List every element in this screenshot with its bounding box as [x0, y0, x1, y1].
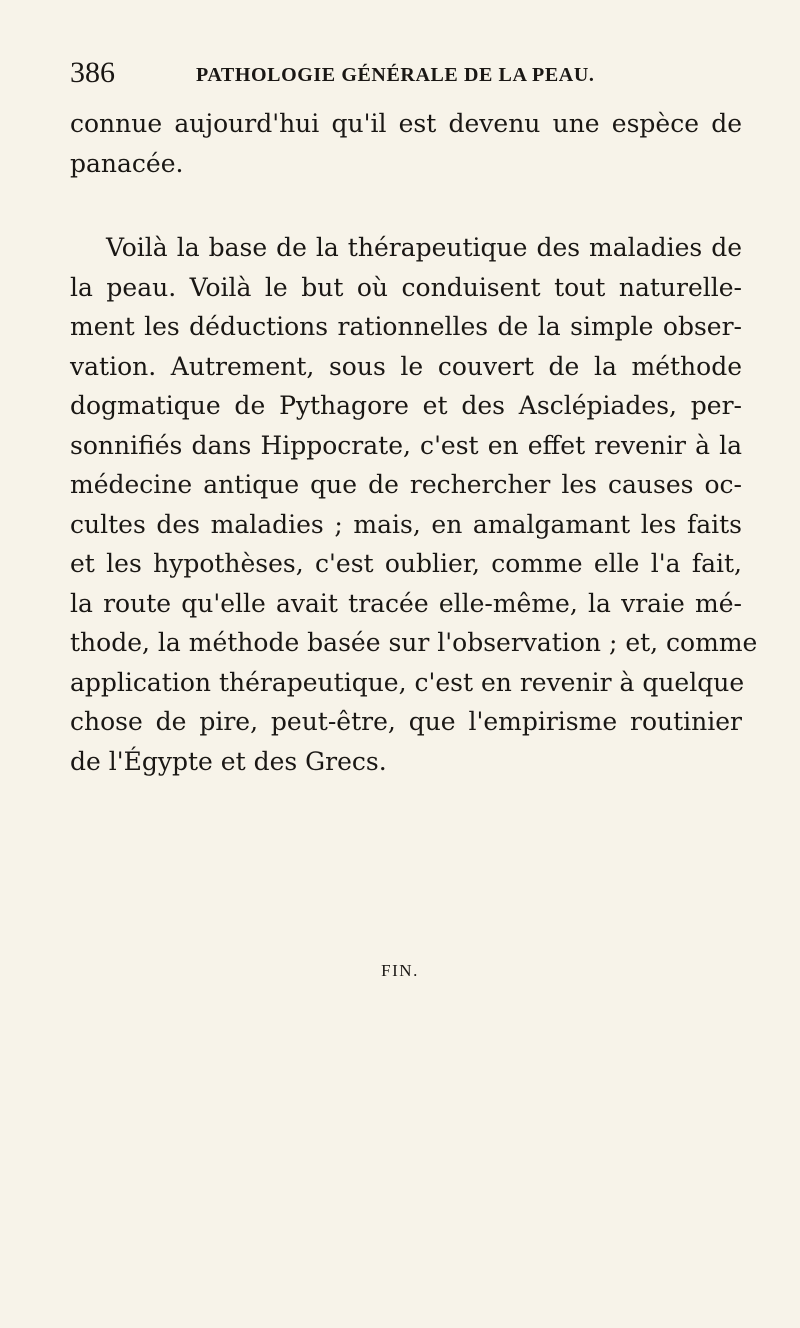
text-line: dogmatique de Pythagore et des Asclépiades, per-	[70, 391, 742, 420]
text-line: vation. Autrement, sous le couvert de la méthode	[70, 351, 742, 381]
running-title: PATHOLOGIE GÉNÉRALE DE LA PEAU.	[196, 64, 595, 86]
text-line: la peau. Voilà le but où conduisent tout naturelle-	[70, 272, 742, 302]
text-line: cultes des maladies ; mais, en amalgamant les faits	[70, 509, 742, 539]
text-line: panacée.	[70, 148, 184, 178]
text-line: ment les déductions rationnelles de la simple obser-	[70, 312, 742, 341]
text-line: médecine antique que de rechercher les causes oc-	[70, 470, 742, 499]
text-line: et les hypothèses, c'est oublier, comme elle l'a fait,	[70, 549, 742, 578]
text-line: thode, la méthode basée sur l'observation ; et, comme	[70, 628, 758, 657]
text-line: connue aujourd'hui qu'il est devenu une espèce de	[70, 109, 742, 138]
page-number: 386	[70, 56, 115, 89]
text-line: la route qu'elle avait tracée elle-même, la vraie mé-	[70, 588, 742, 618]
text-line: de l'Égypte et des Grecs.	[70, 746, 387, 776]
text-line: sonnifiés dans Hippocrate, c'est en effet revenir à la	[70, 430, 742, 460]
text-line: chose de pire, peut-être, que l'empirisme routinier	[70, 707, 742, 736]
text-line: Voilà la base de la thérapeutique des maladies de	[106, 233, 742, 262]
end-mark: FIN.	[381, 961, 419, 980]
paragraph-1	[70, 104, 742, 183]
text-line: application thérapeutique, c'est en revenir à quelque	[70, 667, 745, 697]
paragraph-2	[70, 228, 758, 781]
